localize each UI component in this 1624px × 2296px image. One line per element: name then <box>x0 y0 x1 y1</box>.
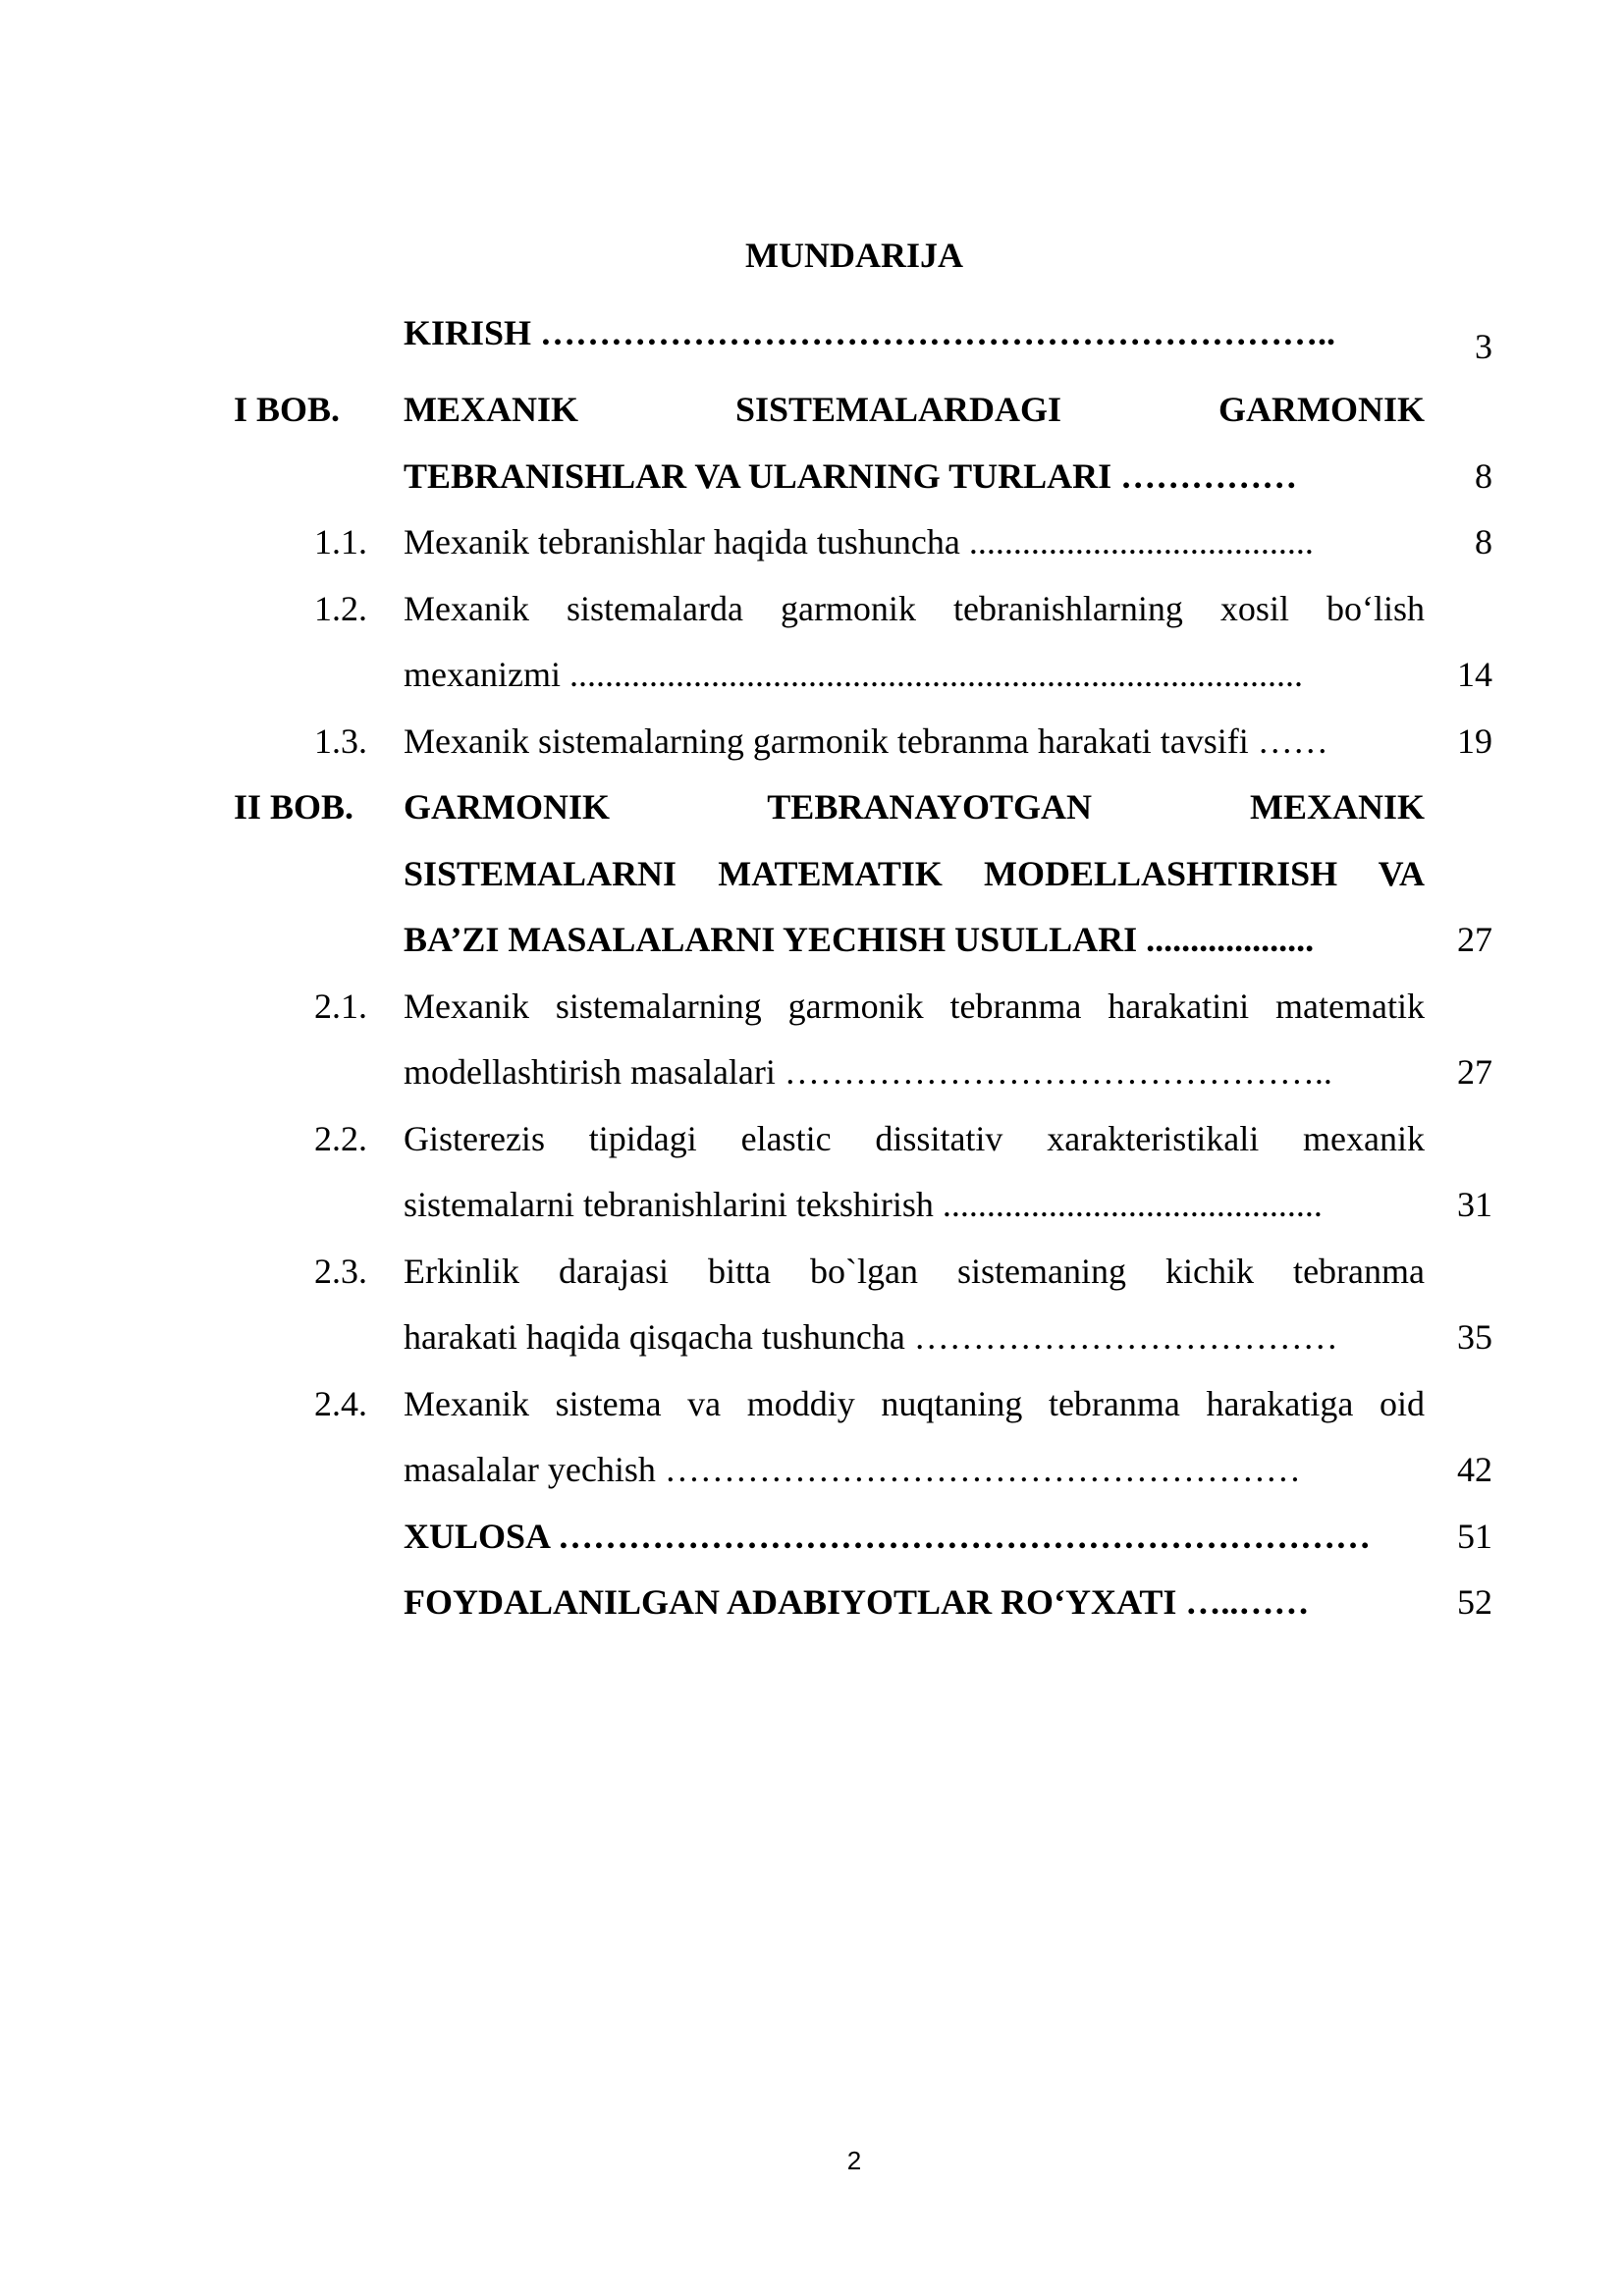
toc-page-number: 14 <box>1457 655 1492 694</box>
toc-page-number: 27 <box>1457 920 1492 959</box>
toc-entry-text: masalalar yechish ……………………………………………… <box>404 1450 1301 1489</box>
toc-page-number: 51 <box>1457 1517 1492 1556</box>
toc-entry-text: SISTEMALARNI MATEMATIK MODELLASHTIRISH VA <box>404 854 1425 893</box>
toc-entry-chapter-2[interactable] <box>0 774 1624 840</box>
section-number: 1.1. <box>314 522 367 561</box>
toc-entry-text: KIRISH ………………………………………………………….. <box>404 313 1336 352</box>
toc-entry-text: XULOSA …………………………………………………………… <box>404 1517 1372 1556</box>
toc-page-number: 3 <box>1475 327 1492 366</box>
toc-page-number: 35 <box>1457 1317 1492 1357</box>
toc-entry-text: mexanizmi ................................................................................... <box>404 655 1303 694</box>
toc-entry-2-4-cont[interactable] <box>0 1436 1624 1503</box>
toc-entry-text: Mexanik sistemalarda garmonik tebranishlarning xosil bo‘lish <box>404 589 1425 628</box>
toc-page-number: 27 <box>1457 1052 1492 1092</box>
section-number: 2.3. <box>314 1252 367 1291</box>
toc-entry-2-1[interactable] <box>0 973 1624 1040</box>
toc-entry-text: Erkinlik darajasi bitta bo`lgan sistemaning kichik tebranma <box>404 1252 1425 1291</box>
toc-entry-2-1-cont[interactable] <box>0 1039 1624 1105</box>
toc-entry-text: Mexanik tebranishlar haqida tushuncha ....................................... <box>404 522 1314 561</box>
toc-entry-text: harakati haqida qisqacha tushuncha ……………………………… <box>404 1317 1338 1357</box>
toc-entry-text: sistemalarni tebranishlarini tekshirish ........................................... <box>404 1185 1323 1224</box>
section-number: 2.1. <box>314 987 367 1026</box>
toc-entry-2-4[interactable] <box>0 1370 1624 1437</box>
page-number: 2 <box>846 2146 862 2175</box>
toc-page-number: 31 <box>1457 1185 1492 1224</box>
toc-entry-1-2[interactable] <box>0 575 1624 642</box>
toc-entry-text: Mexanik sistema va moddiy nuqtaning tebranma harakatiga oid <box>404 1384 1425 1423</box>
toc-entry-text: FOYDALANILGAN ADABIYOTLAR RO‘YXATI …..…… <box>404 1582 1310 1622</box>
toc-entry-text: Mexanik sistemalarning garmonik tebranma harakatini matematik <box>404 987 1425 1026</box>
toc-entry-chapter-2-cont[interactable] <box>0 840 1624 907</box>
toc-page-number: 8 <box>1475 522 1492 561</box>
toc-entry-2-3[interactable] <box>0 1238 1624 1305</box>
section-number: 1.2. <box>314 589 367 628</box>
toc-entry-text: GARMONIK TEBRANAYOTGAN MEXANIK <box>404 787 1425 827</box>
toc-entry-1-3[interactable] <box>0 708 1624 774</box>
toc-entry-intro[interactable] <box>0 299 1624 366</box>
toc-entry-text: Mexanik sistemalarning garmonik tebranma harakati tavsifi …… <box>404 721 1328 761</box>
toc-entry-2-2[interactable] <box>0 1105 1624 1172</box>
toc-entry-2-2-cont[interactable] <box>0 1171 1624 1238</box>
section-number: 1.3. <box>314 721 367 761</box>
toc-entry-1-1[interactable] <box>0 508 1624 575</box>
chapter-label: I BOB. <box>234 390 341 429</box>
toc-entry-1-2-cont[interactable] <box>0 641 1624 708</box>
section-number: 2.2. <box>314 1119 367 1158</box>
toc-entry-chapter-1-cont[interactable] <box>0 443 1624 509</box>
toc-page-number: 8 <box>1475 456 1492 496</box>
toc-entry-2-3-cont[interactable] <box>0 1304 1624 1370</box>
toc-entry-conclusion[interactable] <box>0 1503 1624 1570</box>
toc-page-number: 52 <box>1457 1582 1492 1622</box>
toc-entry-text: BA’ZI MASALALARNI YECHISH USULLARI ................... <box>404 920 1315 959</box>
toc-page-number: 42 <box>1457 1450 1492 1489</box>
toc-page-number: 19 <box>1457 721 1492 761</box>
toc-entry-chapter-1[interactable] <box>0 376 1624 443</box>
page-title: MUNDARIJA <box>745 236 963 275</box>
toc-entry-text: Gisterezis tipidagi elastic dissitativ xarakteristikali mexanik <box>404 1119 1425 1158</box>
toc-entry-text: TEBRANISHLAR VA ULARNING TURLARI …………… <box>404 456 1298 496</box>
section-number: 2.4. <box>314 1384 367 1423</box>
toc-entry-text: modellashtirish masalalari ……………………………………….. <box>404 1052 1332 1092</box>
toc-entry-text: MEXANIK SISTEMALARDAGI GARMONIK <box>404 390 1425 429</box>
toc-entry-references[interactable] <box>0 1569 1624 1635</box>
chapter-label: II BOB. <box>234 787 354 827</box>
toc-entry-chapter-2-cont[interactable] <box>0 906 1624 973</box>
